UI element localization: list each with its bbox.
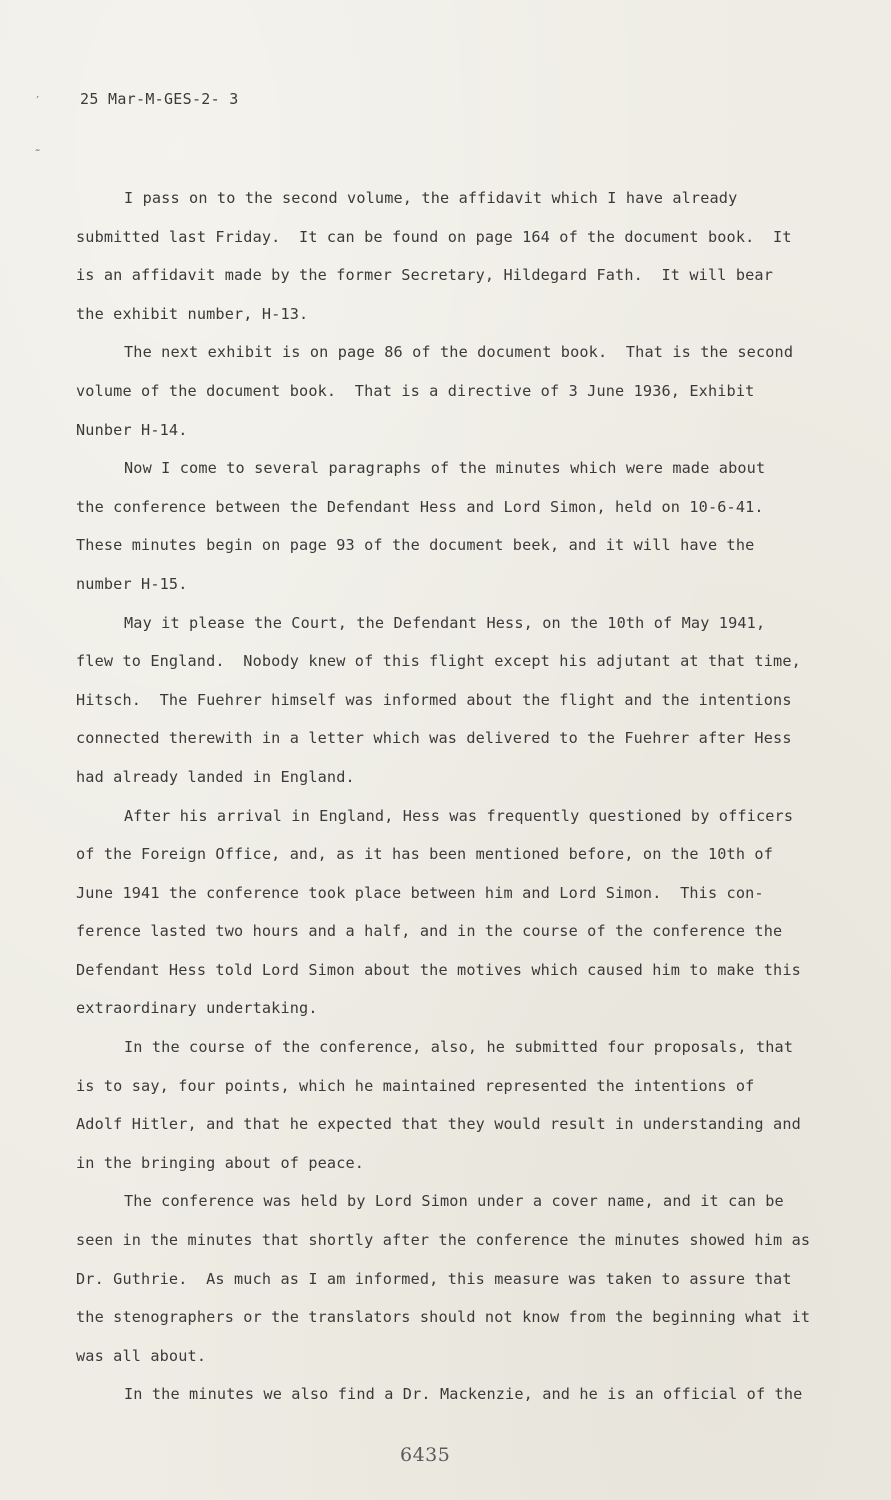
text-line: ference lasted two hours and a half, and in the course of the conference the — [76, 922, 783, 941]
text-line: of the Foreign Office, and, as it has been mentioned before, on the 10th of — [76, 845, 774, 864]
text-line: the exhibit number, H-13. — [76, 304, 309, 323]
text-line: In the course of the conference, also, he submitted four proposals, that — [124, 1038, 794, 1057]
text-line: Now I come to several paragraphs of the minutes which were made about — [124, 459, 766, 478]
text-line: was all about. — [76, 1346, 207, 1365]
margin-tick-mark: ′ — [34, 94, 42, 108]
text-line: connected therewith in a letter which was delivered to the Fuehrer after Hess — [76, 729, 792, 748]
page-number: 6435 — [400, 1444, 451, 1466]
text-line: number H-15. — [76, 574, 188, 593]
text-line: seen in the minutes that shortly after the conference the minutes showed him as — [76, 1231, 811, 1250]
text-line: is to say, four points, which he maintained represented the intentions of — [76, 1076, 755, 1095]
text-line: the stenographers or the translators should not know from the beginning what it — [76, 1308, 811, 1327]
text-line: extraordinary undertaking. — [76, 999, 318, 1018]
text-line: Adolf Hitler, and that he expected that they would result in understanding and — [76, 1115, 801, 1134]
text-line: had already landed in England. — [76, 767, 355, 786]
text-line: the conference between the Defendant Hess and Lord Simon, held on 10-6-41. — [76, 497, 764, 516]
text-line: These minutes begin on page 93 of the document beek, and it will have the — [76, 536, 755, 555]
text-line: In the minutes we also find a Dr. Mackenzie, and he is an official of the — [124, 1385, 803, 1404]
text-line: is an affidavit made by the former Secretary, Hildegard Fath. It will bear — [76, 266, 774, 285]
text-line: Dr. Guthrie. As much as I am informed, this measure was taken to assure that — [76, 1269, 792, 1288]
text-line: flew to England. Nobody knew of this flight except his adjutant at that time, — [76, 652, 801, 671]
margin-tick-mark: ˜ — [34, 148, 42, 162]
text-line: submitted last Friday. It can be found on page 164 of the document book. It — [76, 227, 792, 246]
text-line: The next exhibit is on page 86 of the document book. That is the second — [124, 343, 794, 362]
text-line: volume of the document book. That is a directive of 3 June 1936, Exhibit — [76, 381, 755, 400]
text-line: Defendant Hess told Lord Simon about the motives which caused him to make this — [76, 960, 801, 979]
text-line: June 1941 the conference took place between him and Lord Simon. This con- — [76, 883, 764, 902]
document-body — [76, 184, 836, 1419]
text-line: I pass on to the second volume, the affidavit which I have already — [124, 189, 738, 207]
text-line: May it please the Court, the Defendant Hess, on the 10th of May 1941, — [124, 613, 766, 632]
text-line: The conference was held by Lord Simon under a cover name, and it can be — [124, 1192, 784, 1211]
text-line: Nunber H-14. — [76, 420, 188, 439]
text-line: Hitsch. The Fuehrer himself was informed about the flight and the intentions — [76, 690, 792, 709]
text-line: After his arrival in England, Hess was frequently questioned by officers — [124, 806, 794, 825]
document-header: 25 Mar-M-GES-2- 3 — [80, 90, 239, 108]
text-line: in the bringing about of peace. — [76, 1153, 365, 1172]
